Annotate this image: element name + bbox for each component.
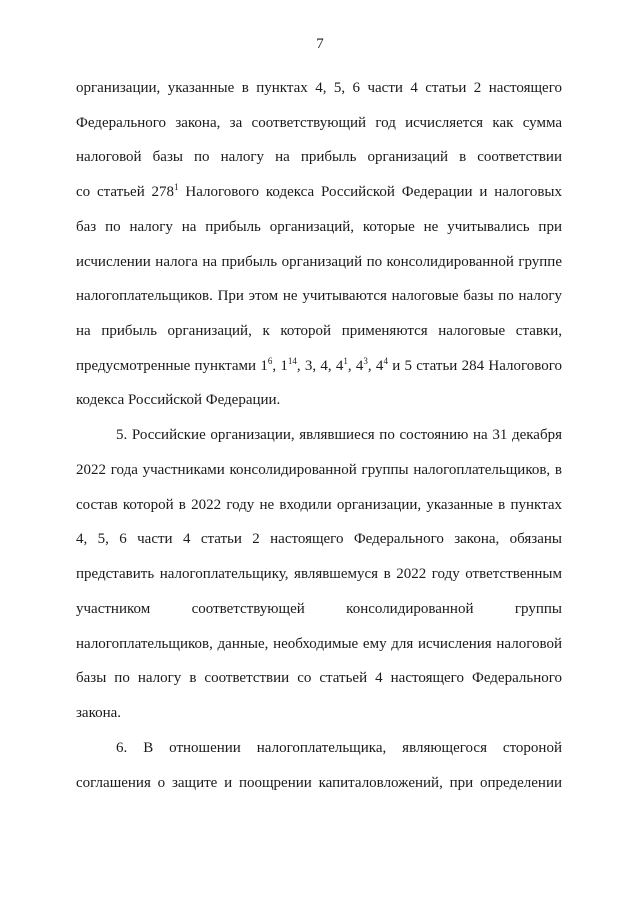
text-line: базы по налогу в соответствии со статьей 4 настоящего Федерального xyxy=(76,670,562,686)
page-number: 7 xyxy=(316,36,324,52)
text-line xyxy=(76,182,562,202)
text-line: участником соответствующей консолидированной группы xyxy=(76,601,562,617)
text-line: налоговой базы по налогу на прибыль организаций в соответствии xyxy=(76,149,562,165)
paragraph-start: 5. Российские организации, являвшиеся по состоянию на 31 декабря xyxy=(116,427,562,443)
text-line: на прибыль организаций, к которой применяются налоговые ставки, xyxy=(76,323,562,339)
superscript-index: 1 xyxy=(174,182,179,192)
text-segment: и 5 статьи 284 Налогового xyxy=(387,358,562,374)
superscript-index: 6 xyxy=(267,356,273,366)
superscript-index: 4 xyxy=(383,356,388,366)
text-segment: , 4 xyxy=(347,358,364,374)
text-line: Федерального закона, за соответствующий год исчисляется как сумма xyxy=(76,115,562,131)
text-line: 2022 года участниками консолидированной группы налогоплательщиков, в xyxy=(76,462,562,478)
text-line: соглашения о защите и поощрении капиталовложений, при определении xyxy=(76,775,562,791)
superscript-index: 3 xyxy=(363,356,368,366)
superscript-index: 14 xyxy=(287,356,297,366)
text-line: представить налогоплательщику, являвшемуся в 2022 году ответственным xyxy=(76,566,562,582)
text-segment: , 3, 4, 4 xyxy=(296,358,344,374)
text-line: баз по налогу на прибыль организаций, которые не учитывались при xyxy=(76,219,562,235)
text-segment: Налогового кодекса Российской Федерации и налоговых xyxy=(178,184,562,200)
paragraph-start: 6. В отношении налогоплательщика, являющегося стороной xyxy=(116,740,562,756)
text-line: 4, 5, 6 части 4 статьи 2 настоящего Федерального закона, обязаны xyxy=(76,531,562,547)
text-line: закона. xyxy=(76,705,122,721)
superscript-index: 1 xyxy=(343,356,348,366)
text-line: налогоплательщиков, данные, необходимые ему для исчисления налоговой xyxy=(76,636,562,652)
text-line: исчислении налога на прибыль организаций по консолидированной группе xyxy=(76,254,562,270)
text-segment: предусмотренные пунктами 1 xyxy=(76,358,268,374)
text-segment: со статьей 278 xyxy=(76,184,175,200)
text-line: состав которой в 2022 году не входили организации, указанные в пунктах xyxy=(76,497,562,513)
text-segment: , 4 xyxy=(367,358,384,374)
text-line: кодекса Российской Федерации. xyxy=(76,392,281,408)
text-line xyxy=(76,356,562,376)
text-segment: , 1 xyxy=(272,358,288,374)
text-line: налогоплательщиков. При этом не учитываются налоговые базы по налогу xyxy=(76,288,562,304)
text-line: организации, указанные в пунктах 4, 5, 6 части 4 статьи 2 настоящего xyxy=(76,80,562,96)
